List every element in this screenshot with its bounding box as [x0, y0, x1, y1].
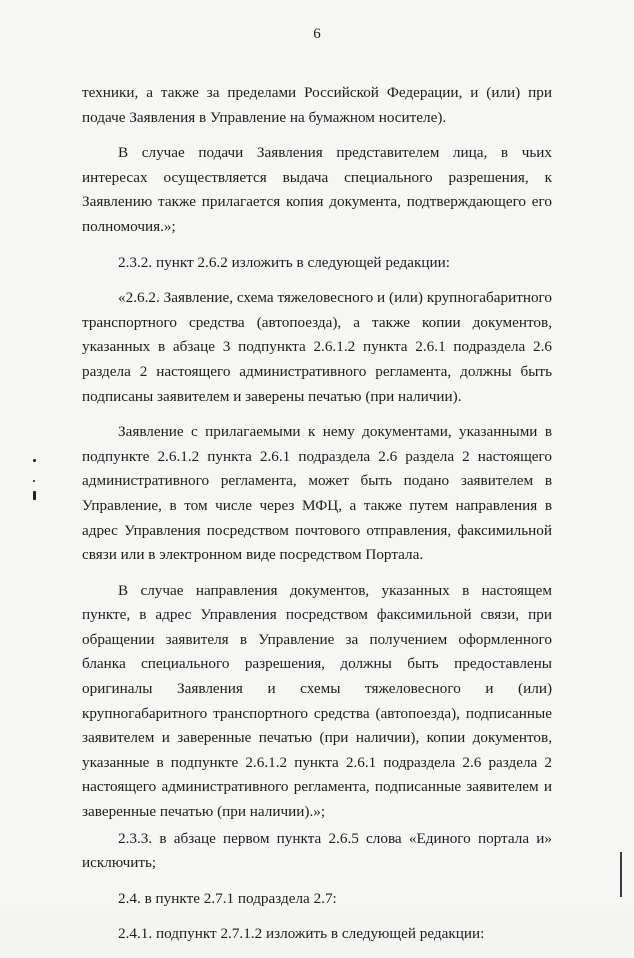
- scan-edge-line: [620, 852, 622, 897]
- paragraph-7: 2.3.3. в абзаце первом пункта 2.6.5 слова «Единого портала и» исключить;: [82, 829, 552, 872]
- paragraph-8: 2.4. в пункте 2.7.1 подраздела 2.7:: [118, 889, 337, 907]
- paragraph-6: В случае направления документов, указанных в настоящем пункте, в адрес Управления посредством факсимильной связи, при обращении заявителя в Управление за получением оформленного бланка специального разрешения, должны быть предоставлены оригиналы Заявления и схемы тяжеловесного и (или) крупногабаритного транспортного средства (автопоезда), подписанные заявителем и заверенные печатью (при наличии), копии документов, указанные в подпункте 2.6.1.2 пункта 2.6.1 подраздела 2.6 раздела 2 настоящего административного регламента, подписанные заявителем и заверенные печатью (при наличии).»;: [82, 581, 552, 821]
- paragraph-2: В случае подачи Заявления представителем лица, в чьих интересах осуществляется выдача специального разрешения, к Заявлению также прилагается копия документа, подтверждающего его полномочия.»;: [82, 144, 552, 235]
- page-number: 6: [313, 26, 321, 42]
- scan-mark-dash: [33, 491, 36, 500]
- paragraph-9: 2.4.1. подпункт 2.7.1.2 изложить в следующей редакции:: [118, 925, 485, 943]
- document-body: [82, 81, 552, 958]
- scan-mark-dot: [33, 459, 36, 462]
- paragraph-5: Заявление с прилагаемыми к нему документами, указанными в подпункте 2.6.1.2 пункта 2.6.1 подраздела 2.6 раздела 2 настоящего административного регламента, может быть подано заявителем в Управление, в том числе через МФЦ, а также путем направления в адрес Управления посредством почтового отправления, факсимильной связи или в электронном виде посредством Портала.: [82, 423, 552, 564]
- paragraph-3: 2.3.2. пункт 2.6.2 изложить в следующей редакции:: [118, 253, 450, 271]
- paragraph-4: «2.6.2. Заявление, схема тяжеловесного и (или) крупногабаритного транспортного средства (автопоезда), а также копии документов, указанных в абзаце 3 подпункта 2.6.1.2 пункта 2.6.1 подраздела 2.6 раздела 2 настоящего административного регламента, должны быть подписаны заявителем и заверены печатью (при наличии).: [82, 289, 552, 405]
- scan-mark-dot-small: [33, 480, 35, 482]
- paragraph-1: техники, а также за пределами Российской Федерации, и (или) при подаче Заявления в Управление на бумажном носителе).: [82, 84, 552, 126]
